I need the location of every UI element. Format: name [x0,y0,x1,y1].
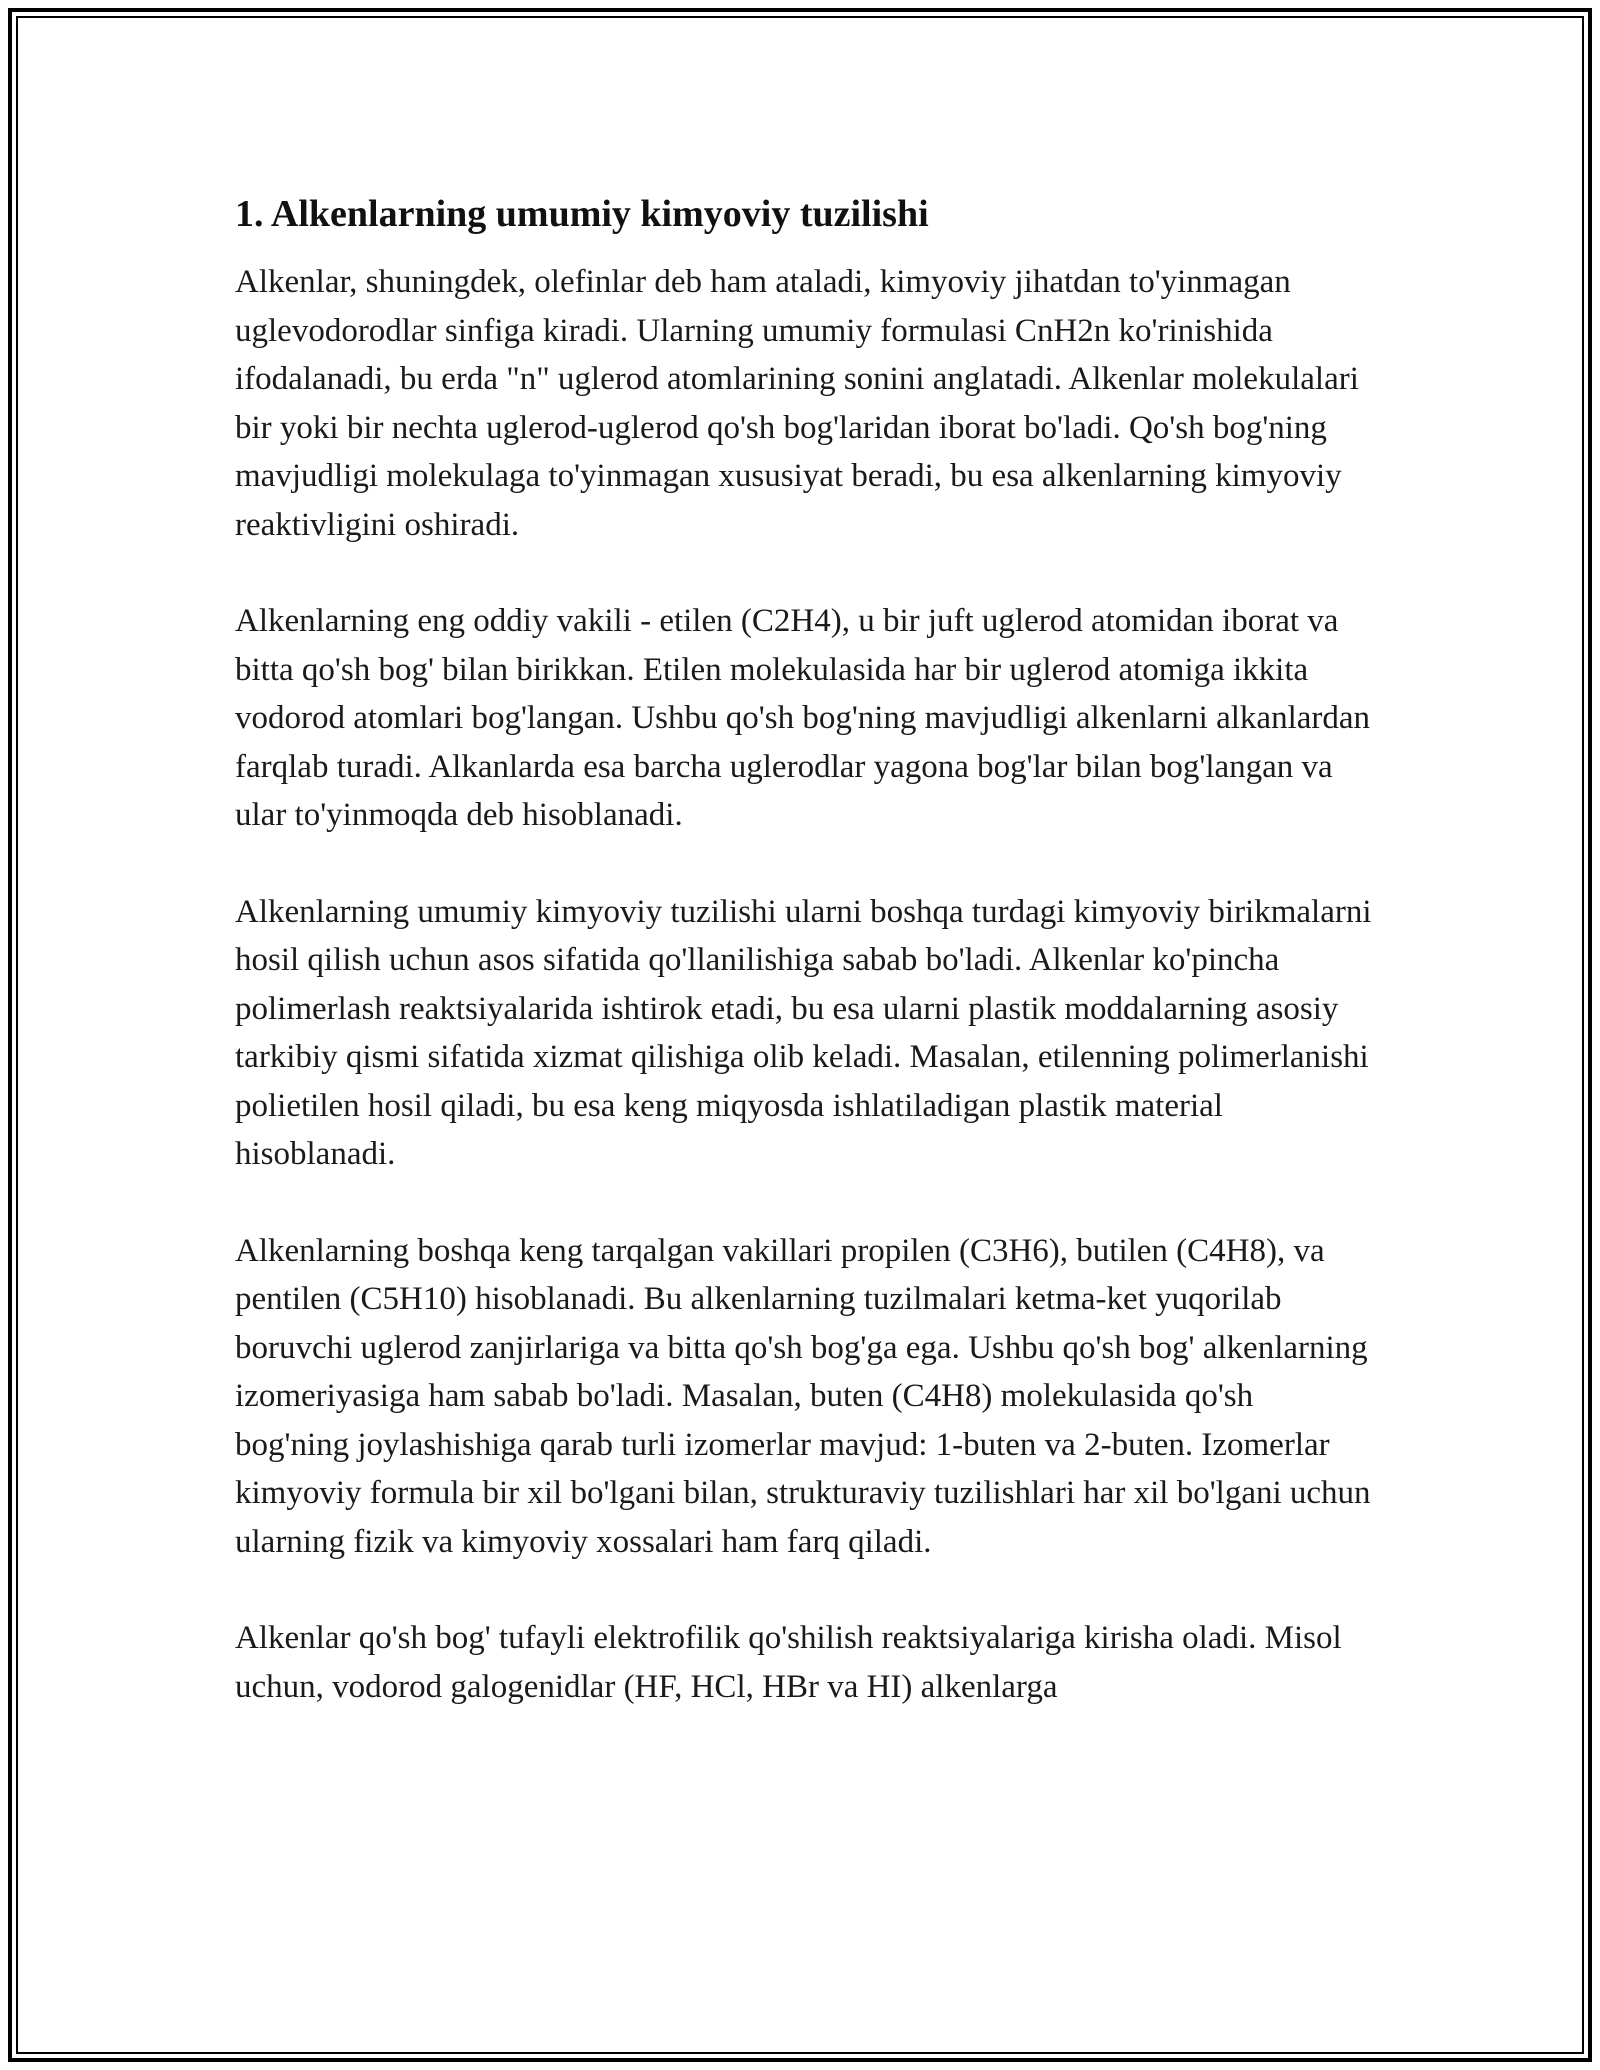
paragraph-4: Alkenlarning boshqa keng tarqalgan vakillari propilen (C3H6), butilen (C4H8), va pentilen (C5H10) hisoblanadi. Bu alkenlarning tuzilmalari ketma-ket yuqorilab boruvchi uglerod zanjirlariga va bitta qo'sh bog'ga ega. Ushbu qo'sh bog' alkenlarning izomeriyasiga ham sabab bo'ladi. Masalan, buten (C4H8) molekulasida qo'sh bog'ning joylashishiga qarab turli izomerlar mavjud: 1-buten va 2-buten. Izomerlar kimyoviy formula bir xil bo'lgani bilan, strukturaviy tuzilishlari har xil bo'lgani uchun ularning fizik va kimyoviy xossalari ham farq qiladi. [235,1232,1371,1560]
paragraph-1: Alkenlar, shuningdek, olefinlar deb ham ataladi, kimyoviy jihatdan to'yinmagan uglevodorodlar sinfiga kiradi. Ularning umumiy formulasi CnH2n ko'rinishida ifodalanadi, bu erda "n" uglerod atomlarining sonini anglatadi. Alkenlar molekulalari bir yoki bir nechta uglerod-uglerod qo'sh bog'laridan iborat bo'ladi. Qo'sh bog'ning mavjudligi molekulaga to'yinmagan xususiyat beradi, bu esa alkenlarning kimyoviy reaktivligini oshiradi. [235,264,1359,543]
section-title: 1. Alkenlarning umumiy kimyoviy tuzilishi [235,193,929,235]
paragraph-3: Alkenlarning umumiy kimyoviy tuzilishi ularni boshqa turdagi kimyoviy birikmalarni hosil qilish uchun asos sifatida qo'llanilishiga sabab bo'ladi. Alkenlar ko'pincha polimerlash reaktsiyalarida ishtirok etadi, bu esa ularni plastik moddalarning asosiy tarkibiy qismi sifatida xizmat qilishiga olib keladi. Masalan, etilenning polimerlanishi polietilen hosil qiladi, bu esa keng miqyosda ishlatiladigan plastik material hisoblanadi. [235,893,1372,1172]
paragraph-5: Alkenlar qo'sh bog' tufayli elektrofilik qo'shilish reaktsiyalariga kirisha oladi. Misol uchun, vodorod galogenidlar (HF, HCl, HBr va HI) alkenlarga [235,1620,1342,1705]
document-body [235,188,1375,1759]
paragraph-2: Alkenlarning eng oddiy vakili - etilen (C2H4), u bir juft uglerod atomidan iborat va bitta qo'sh bog' bilan birikkan. Etilen molekulasida har bir uglerod atomiga ikkita vodorod atomlari bog'langan. Ushbu qo'sh bog'ning mavjudligi alkenlarni alkanlardan farqlab turadi. Alkanlarda esa barcha uglerodlar yagona bog'lar bilan bog'langan va ular to'yinmoqda deb hisoblanadi. [235,603,1371,833]
